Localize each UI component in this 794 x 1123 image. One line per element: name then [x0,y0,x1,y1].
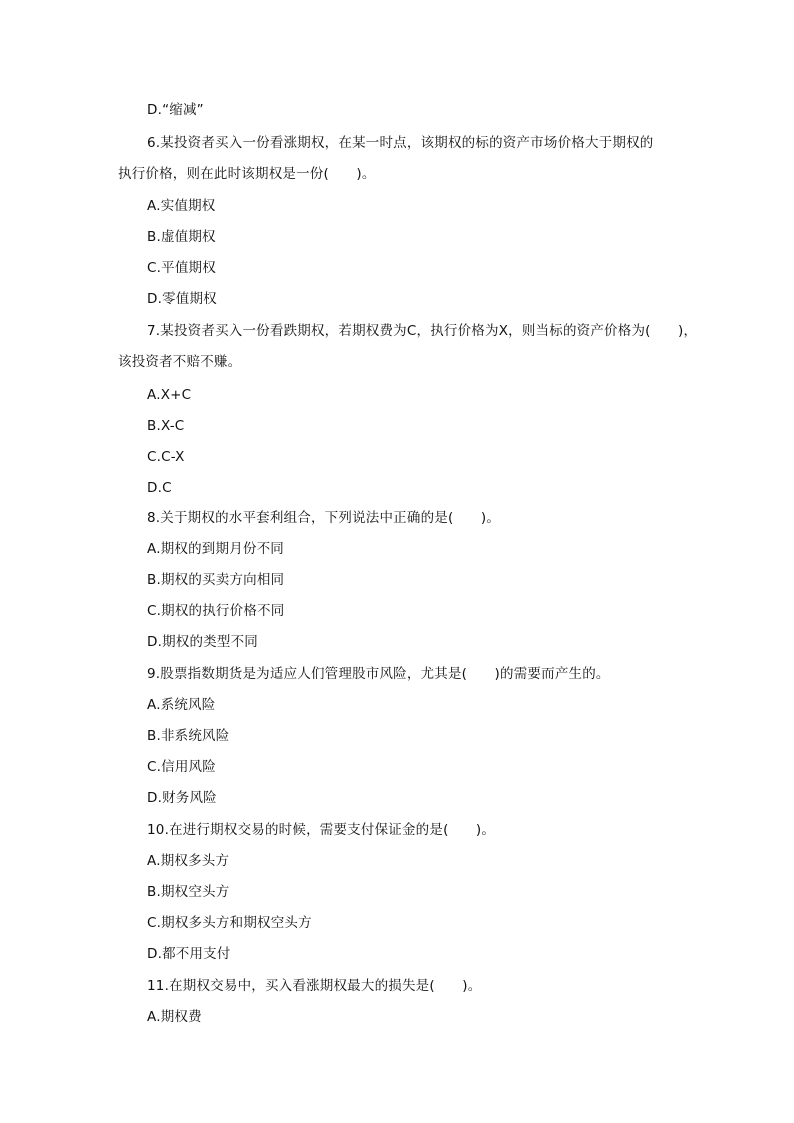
q6-question-line1: 6.某投资者买入一份看涨期权，在某一时点，该期权的标的资产市场价格大于期权的 [147,135,654,151]
q9-question: 9.股票指数期货是为适应人们管理股市风险，尤其是( )的需要而产生的。 [147,666,610,682]
q6-option-b: B.虚值期权 [147,229,216,245]
q10-option-b: B.期权空头方 [147,884,230,900]
q8-question: 8.关于期权的水平套利组合，下列说法中正确的是( )。 [147,510,501,526]
q8-option-c: C.期权的执行价格不同 [147,603,285,619]
q8-option-d: D.期权的类型不同 [147,634,258,650]
q6-option-d: D.零值期权 [147,291,217,307]
q9-option-c: C.信用风险 [147,759,216,775]
q11-option-a: A.期权费 [147,1009,202,1025]
q7-option-d: D.C [147,480,172,496]
q9-option-b: B.非系统风险 [147,728,230,744]
q5-option-d: D.“缩减” [147,102,204,118]
q10-option-a: A.期权多头方 [147,853,230,869]
q8-option-a: A.期权的到期月份不同 [147,541,284,557]
q6-option-c: C.平值期权 [147,260,216,276]
q6-option-a: A.实值期权 [147,198,216,214]
q8-option-b: B.期权的买卖方向相同 [147,572,285,588]
q11-question: 11.在期权交易中，买入看涨期权最大的损失是( )。 [147,978,482,994]
q7-option-c: C.C-X [147,449,185,465]
q6-question-line2: 执行价格，则在此时该期权是一份( )。 [118,166,376,182]
q9-option-a: A.系统风险 [147,697,216,713]
q7-question-line1: 7.某投资者买入一份看跌期权，若期权费为C，执行价格为X，则当标的资产价格为( )， [147,323,698,339]
q10-option-c: C.期权多头方和期权空头方 [147,915,312,931]
q10-option-d: D.都不用支付 [147,946,231,962]
q7-option-b: B.X-C [147,418,185,434]
q9-option-d: D.财务风险 [147,790,217,806]
q7-option-a: A.X+C [147,387,192,403]
q10-question: 10.在进行期权交易的时候，需要支付保证金的是( )。 [147,822,496,838]
q7-question-line2: 该投资者不赔不赚。 [118,354,242,370]
